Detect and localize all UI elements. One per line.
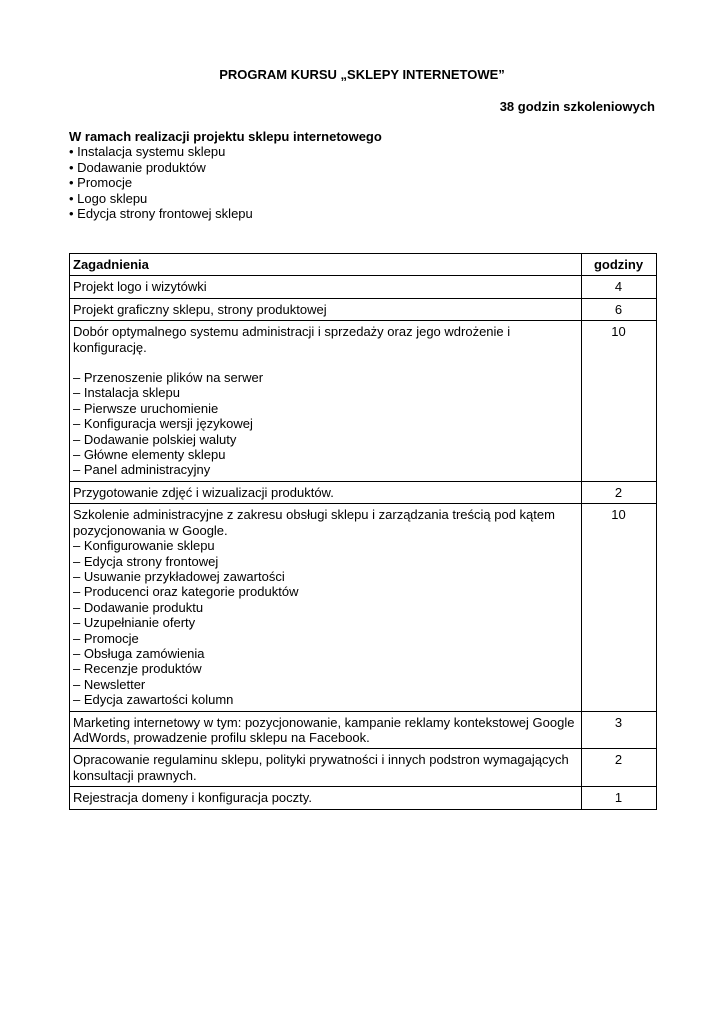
hours-cell: 6 [582,298,657,320]
subtopic-item: – Główne elementy sklepu [73,447,577,462]
topic-text: Opracowanie regulaminu sklepu, polityki prywatności i innych podstron wymagających konsultacji prawnych. [73,752,569,783]
intro-heading: W ramach realizacji projektu sklepu internetowego [69,129,382,144]
subtopic-item: – Uzupełnianie oferty [73,615,577,630]
hours-cell: 10 [582,321,657,482]
table-row [70,321,657,482]
column-header-hours: godziny [582,254,657,276]
subtopic-item: – Przenoszenie plików na serwer [73,370,577,385]
hours-cell: 2 [582,749,657,787]
subtopic-item: – Instalacja sklepu [73,385,577,400]
subtopic-item: – Producenci oraz kategorie produktów [73,584,577,599]
topic-cell [70,321,582,482]
subtopic-item: – Edycja strony frontowej [73,554,577,569]
intro-list-item: • Logo sklepu [69,191,659,206]
topic-text: Projekt logo i wizytówki [73,279,207,295]
total-hours: 38 godzin szkoleniowych [499,99,655,114]
topic-text: Dobór optymalnego systemu administracji i sprzedaży oraz jego wdrożenie i konfigurację. [73,324,511,355]
subtopic-item: – Konfiguracja wersji językowej [73,416,577,431]
table-row [70,787,657,809]
subtopic-item: – Pierwsze uruchomienie [73,401,577,416]
subtopic-item: – Dodawanie polskiej waluty [73,432,577,447]
topic-cell [70,711,582,749]
intro-list [69,144,659,221]
table-row [70,276,657,298]
subtopic-item: – Recenzje produktów [73,661,577,676]
subtopic-item: – Konfigurowanie sklepu [73,538,577,553]
subtopic-item: – Obsługa zamówienia [73,646,577,661]
document-title: PROGRAM KURSU „SKLEPY INTERNETOWE” [219,67,505,82]
intro-list-item: • Instalacja systemu sklepu [69,144,659,159]
intro-list-item: • Promocje [69,175,659,190]
topic-text: Przygotowanie zdjęć i wizualizacji produktów. [73,484,334,500]
topic-text: Marketing internetowy w tym: pozycjonowanie, kampanie reklamy kontekstowej Google AdWords, prowadzenie profilu sklepu na Facebook. [73,714,575,745]
course-topics-table [69,253,657,810]
table-row [70,298,657,320]
subtopic-item: – Edycja zawartości kolumn [73,692,577,707]
subtopic-list [73,370,577,478]
table-row [70,481,657,503]
subtopic-list [73,538,577,707]
table-row [70,504,657,711]
table-header-row [70,254,657,276]
topic-text: Szkolenie administracyjne z zakresu obsługi sklepu i zarządzania treścią pod kątem pozycjonowania w Google. [73,507,555,538]
table-row [70,749,657,787]
subtopic-item: – Promocje [73,631,577,646]
hours-cell: 10 [582,504,657,711]
hours-cell: 3 [582,711,657,749]
hours-cell: 1 [582,787,657,809]
intro-section [69,129,659,221]
topic-cell [70,787,582,809]
topic-cell [70,298,582,320]
intro-list-item: • Edycja strony frontowej sklepu [69,206,659,221]
subtopic-item: – Newsletter [73,677,577,692]
topic-text: Rejestracja domeny i konfiguracja poczty. [73,790,312,806]
topic-cell [70,749,582,787]
column-header-topic: Zagadnienia [70,254,582,276]
intro-list-item: • Dodawanie produktów [69,160,659,175]
topic-cell [70,481,582,503]
hours-cell: 4 [582,276,657,298]
subtopic-item: – Dodawanie produktu [73,600,577,615]
topic-cell [70,276,582,298]
hours-cell: 2 [582,481,657,503]
table-row [70,711,657,749]
topic-text: Projekt graficzny sklepu, strony produktowej [73,301,327,317]
topic-cell [70,504,582,711]
subtopic-item: – Panel administracyjny [73,462,577,477]
subtopic-item: – Usuwanie przykładowej zawartości [73,569,577,584]
